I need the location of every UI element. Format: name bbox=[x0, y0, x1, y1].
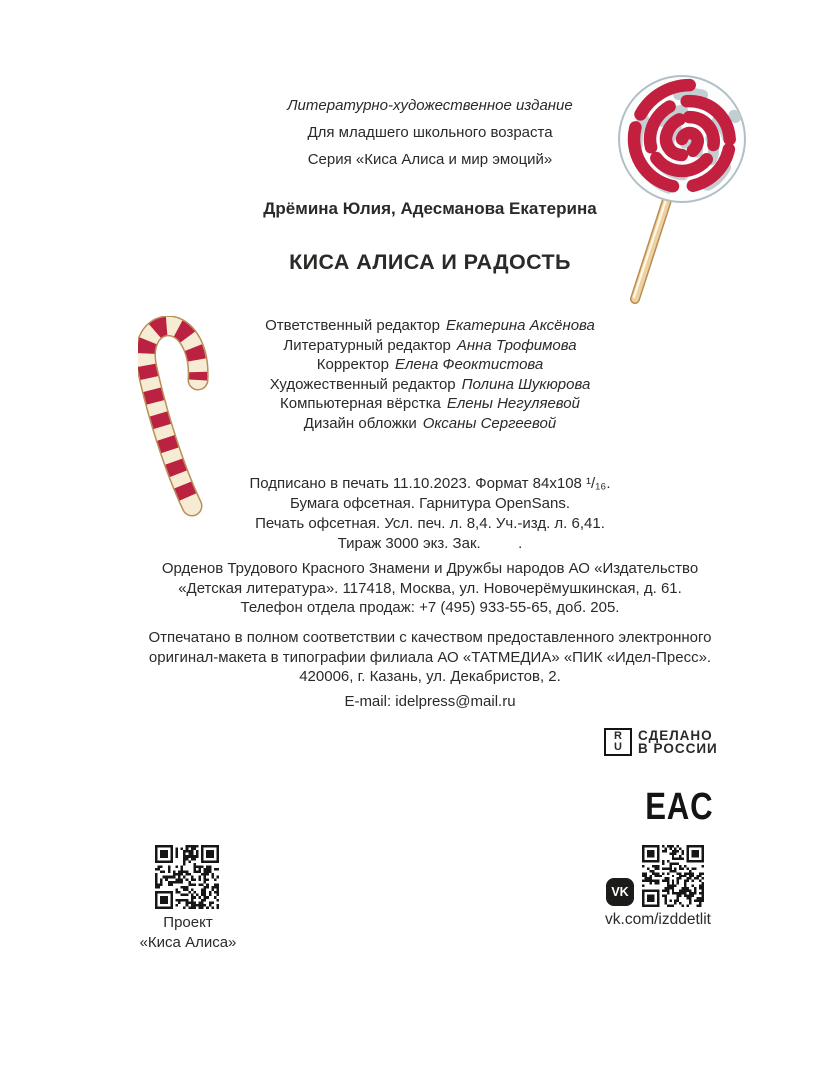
credit-line bbox=[40, 414, 820, 434]
qr-code-icon bbox=[155, 845, 219, 909]
printing-email-line: E-mail: idelpress@mail.ru bbox=[344, 693, 516, 710]
book-title: КИСА АЛИСА И РАДОСТЬ bbox=[289, 250, 571, 274]
credit-role: Компьютерная вёрстка bbox=[280, 395, 441, 413]
printing-house-line: Отпечатано в полном соответствии с качеством предоставленного электронного оригинал-макета в типографии филиала АО «ТАТМЕДИА» «ПИК «Идел-Пресс». bbox=[148, 629, 712, 666]
qr-code-icon bbox=[642, 845, 704, 907]
credit-role: Корректор bbox=[316, 356, 389, 374]
vk-link-text: vk.com/izddetlit bbox=[605, 911, 711, 928]
credit-name: Елены Негуляевой bbox=[446, 395, 580, 413]
credit-role: Литературный редактор bbox=[283, 336, 451, 354]
series-line: Серия «Киса Алиса и мир эмоций» bbox=[307, 151, 553, 168]
project-qr-caption: Проект «Киса Алиса» bbox=[139, 914, 237, 951]
credits-block bbox=[40, 316, 820, 434]
credit-line bbox=[40, 355, 820, 375]
credit-line bbox=[40, 316, 820, 336]
paper-typeface-line: Бумага офсетная. Гарнитура OpenSans. bbox=[289, 495, 571, 512]
credit-name: Полина Шукюрова bbox=[461, 375, 591, 393]
credit-name: Анна Трофимова bbox=[456, 336, 577, 354]
vk-logo-icon: VK bbox=[606, 878, 634, 906]
made-in-russia-ru-box-icon bbox=[604, 728, 632, 756]
credit-name: Елена Феоктистова bbox=[394, 356, 544, 374]
eac-mark-icon: EAC bbox=[645, 786, 714, 828]
publisher-address-line: Орденов Трудового Красного Знамени и Дружбы народов АО «Издательство «Детская литература». 117418, Москва, ул. Новочерёмушкинская, д. 61. bbox=[161, 560, 699, 597]
credit-line bbox=[40, 336, 820, 356]
credit-role: Дизайн обложки bbox=[303, 414, 417, 432]
printing-house-block bbox=[40, 628, 820, 667]
publisher-block bbox=[40, 559, 820, 618]
credit-role: Художественный редактор bbox=[269, 375, 456, 393]
credit-line bbox=[40, 394, 820, 414]
authors-line: Дрёмина Юлия, Адесманова Екатерина bbox=[263, 199, 597, 218]
vk-qr-code bbox=[642, 845, 704, 907]
ru-box-letter-r: R bbox=[614, 730, 622, 742]
sheets-line: Печать офсетная. Усл. печ. л. 8,4. Уч.-изд. л. 6,41. bbox=[255, 515, 605, 532]
print-specs-block bbox=[40, 474, 820, 554]
print-date-format-line: Подписано в печать 11.10.2023. Формат 84х108 ¹/₁₆. bbox=[249, 475, 611, 492]
ru-box-letter-u: U bbox=[614, 741, 622, 753]
credit-name: Оксаны Сергеевой bbox=[422, 414, 557, 432]
made-in-russia-mark bbox=[604, 728, 718, 756]
credit-line bbox=[40, 375, 820, 395]
made-in-russia-text: СДЕЛАНО В РОССИИ bbox=[638, 728, 718, 756]
project-qr-code bbox=[155, 845, 219, 909]
credit-role: Ответственный редактор bbox=[265, 317, 440, 334]
vk-qr-row bbox=[606, 845, 704, 907]
print-run-line: Тираж 3000 экз. Зак. . bbox=[337, 535, 523, 552]
printing-address-line: 420006, г. Казань, ул. Декабристов, 2. bbox=[299, 668, 561, 685]
edition-block bbox=[40, 92, 820, 173]
credit-name: Екатерина Аксёнова bbox=[445, 317, 595, 334]
sales-phone-line: Телефон отдела продаж: +7 (495) 933-55-65, доб. 205. bbox=[240, 599, 620, 616]
age-category-line: Для младшего школьного возраста bbox=[307, 124, 553, 141]
edition-type-line: Литературно-художественное издание bbox=[287, 97, 573, 114]
